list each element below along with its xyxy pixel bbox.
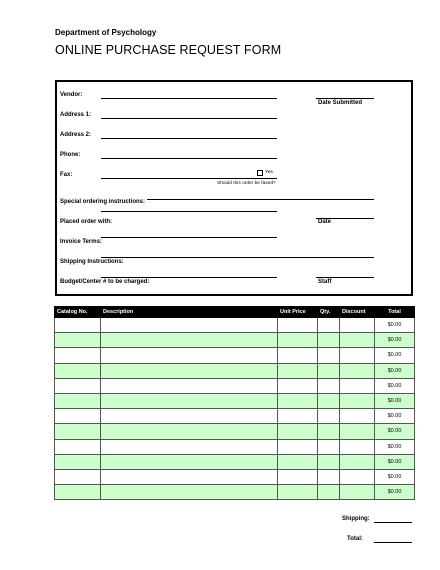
qty-cell[interactable] xyxy=(318,469,340,484)
fax-field[interactable] xyxy=(101,178,277,179)
department-name: Department of Psychology xyxy=(55,28,157,37)
address1-label: Address 1: xyxy=(60,112,92,118)
discount-cell[interactable] xyxy=(340,424,375,439)
unit-price-cell[interactable] xyxy=(278,485,318,500)
table-row xyxy=(55,469,415,484)
table-row xyxy=(55,393,415,408)
discount-cell[interactable] xyxy=(340,318,375,333)
total-cell: $0.00 xyxy=(375,378,415,393)
unit-price-cell[interactable] xyxy=(278,333,318,348)
qty-cell[interactable] xyxy=(318,378,340,393)
qty-cell[interactable] xyxy=(318,393,340,408)
total-cell: $0.00 xyxy=(375,348,415,363)
total-cell: $0.00 xyxy=(375,318,415,333)
total-label: Total: xyxy=(347,536,363,542)
col-discount-header: Discount xyxy=(340,307,375,318)
address1-field[interactable] xyxy=(101,118,277,119)
table-row xyxy=(55,409,415,424)
description-cell[interactable] xyxy=(101,424,278,439)
unit-price-cell[interactable] xyxy=(278,363,318,378)
phone-field[interactable] xyxy=(101,158,277,159)
discount-cell[interactable] xyxy=(340,378,375,393)
col-qty-header: Qty. xyxy=(318,307,340,318)
col-total-header: Total xyxy=(375,307,415,318)
special-instructions-field-2[interactable] xyxy=(101,211,277,212)
date-submitted-field[interactable] xyxy=(316,98,374,99)
total-cell: $0.00 xyxy=(375,485,415,500)
phone-label: Phone: xyxy=(60,152,81,158)
description-cell[interactable] xyxy=(101,485,278,500)
order-date-label: Date xyxy=(318,219,332,225)
items-table xyxy=(54,306,415,500)
catalog-cell[interactable] xyxy=(55,378,101,393)
table-row xyxy=(55,348,415,363)
special-instructions-field[interactable] xyxy=(147,199,374,200)
grand-total-field[interactable] xyxy=(374,542,412,543)
description-cell[interactable] xyxy=(101,378,278,393)
unit-price-cell[interactable] xyxy=(278,424,318,439)
fax-question-text: Should this order be faxed? xyxy=(217,181,276,186)
catalog-cell[interactable] xyxy=(55,318,101,333)
invoice-terms-field[interactable] xyxy=(101,257,374,258)
col-description-header: Description xyxy=(101,307,278,318)
shipping-instructions-label: Shipping Instructions: xyxy=(60,259,124,265)
total-cell: $0.00 xyxy=(375,469,415,484)
table-row xyxy=(55,318,415,333)
table-row xyxy=(55,485,415,500)
table-row xyxy=(55,439,415,454)
description-cell[interactable] xyxy=(101,393,278,408)
description-cell[interactable] xyxy=(101,469,278,484)
unit-price-cell[interactable] xyxy=(278,454,318,469)
unit-price-cell[interactable] xyxy=(278,393,318,408)
col-catalog-header: Catalog No. xyxy=(55,307,101,318)
discount-cell[interactable] xyxy=(340,454,375,469)
discount-cell[interactable] xyxy=(340,439,375,454)
description-cell[interactable] xyxy=(101,409,278,424)
total-cell: $0.00 xyxy=(375,454,415,469)
total-cell: $0.00 xyxy=(375,439,415,454)
budget-label: Budget/Center # to be charged: xyxy=(60,279,150,285)
qty-cell[interactable] xyxy=(318,409,340,424)
catalog-cell[interactable] xyxy=(55,348,101,363)
table-row xyxy=(55,454,415,469)
catalog-cell[interactable] xyxy=(55,363,101,378)
fax-label: Fax: xyxy=(60,172,73,178)
qty-cell[interactable] xyxy=(318,363,340,378)
description-cell[interactable] xyxy=(101,454,278,469)
catalog-cell[interactable] xyxy=(55,424,101,439)
unit-price-cell[interactable] xyxy=(278,378,318,393)
qty-cell[interactable] xyxy=(318,485,340,500)
description-cell[interactable] xyxy=(101,363,278,378)
col-unit-price-header: Unit Price xyxy=(278,307,318,318)
description-cell[interactable] xyxy=(101,318,278,333)
placed-order-label: Placed order with: xyxy=(60,219,113,225)
discount-cell[interactable] xyxy=(340,409,375,424)
catalog-cell[interactable] xyxy=(55,485,101,500)
discount-cell[interactable] xyxy=(340,363,375,378)
discount-cell[interactable] xyxy=(340,348,375,363)
discount-cell[interactable] xyxy=(340,485,375,500)
table-row xyxy=(55,424,415,439)
qty-cell[interactable] xyxy=(318,333,340,348)
shipping-label: Shipping: xyxy=(342,516,370,522)
date-submitted-label: Date Submitted xyxy=(318,100,363,106)
unit-price-cell[interactable] xyxy=(278,318,318,333)
discount-cell[interactable] xyxy=(340,393,375,408)
description-cell[interactable] xyxy=(101,348,278,363)
catalog-cell[interactable] xyxy=(55,469,101,484)
fax-yes-label: Yes xyxy=(265,170,273,175)
catalog-cell[interactable] xyxy=(55,409,101,424)
address2-field[interactable] xyxy=(101,138,277,139)
table-row xyxy=(55,363,415,378)
qty-cell[interactable] xyxy=(318,439,340,454)
page-title: ONLINE PURCHASE REQUEST FORM xyxy=(55,43,282,57)
discount-cell[interactable] xyxy=(340,469,375,484)
qty-cell[interactable] xyxy=(318,348,340,363)
total-cell: $0.00 xyxy=(375,409,415,424)
total-cell: $0.00 xyxy=(375,424,415,439)
qty-cell[interactable] xyxy=(318,454,340,469)
catalog-cell[interactable] xyxy=(55,333,101,348)
table-row xyxy=(55,378,415,393)
total-cell: $0.00 xyxy=(375,333,415,348)
catalog-cell[interactable] xyxy=(55,393,101,408)
total-cell: $0.00 xyxy=(375,363,415,378)
shipping-instructions-field[interactable] xyxy=(101,277,277,278)
staff-label: Staff xyxy=(318,279,332,285)
table-row xyxy=(55,333,415,348)
unit-price-cell[interactable] xyxy=(278,469,318,484)
total-cell: $0.00 xyxy=(375,393,415,408)
address2-label: Address 2: xyxy=(60,132,92,138)
qty-cell[interactable] xyxy=(318,424,340,439)
fax-yes-checkbox[interactable] xyxy=(257,170,263,176)
discount-cell[interactable] xyxy=(340,333,375,348)
special-instructions-label: Special ordering instructions: xyxy=(60,199,146,205)
table-header-row xyxy=(55,307,415,318)
qty-cell[interactable] xyxy=(318,318,340,333)
unit-price-cell[interactable] xyxy=(278,409,318,424)
unit-price-cell[interactable] xyxy=(278,439,318,454)
catalog-cell[interactable] xyxy=(55,439,101,454)
catalog-cell[interactable] xyxy=(55,454,101,469)
placed-order-field[interactable] xyxy=(101,237,277,238)
vendor-field[interactable] xyxy=(101,98,277,99)
staff-field[interactable] xyxy=(316,277,374,278)
description-cell[interactable] xyxy=(101,333,278,348)
invoice-terms-label: Invoice Terms: xyxy=(60,239,102,245)
unit-price-cell[interactable] xyxy=(278,348,318,363)
shipping-field[interactable] xyxy=(374,522,412,523)
description-cell[interactable] xyxy=(101,439,278,454)
vendor-label: Vendor: xyxy=(60,92,83,98)
